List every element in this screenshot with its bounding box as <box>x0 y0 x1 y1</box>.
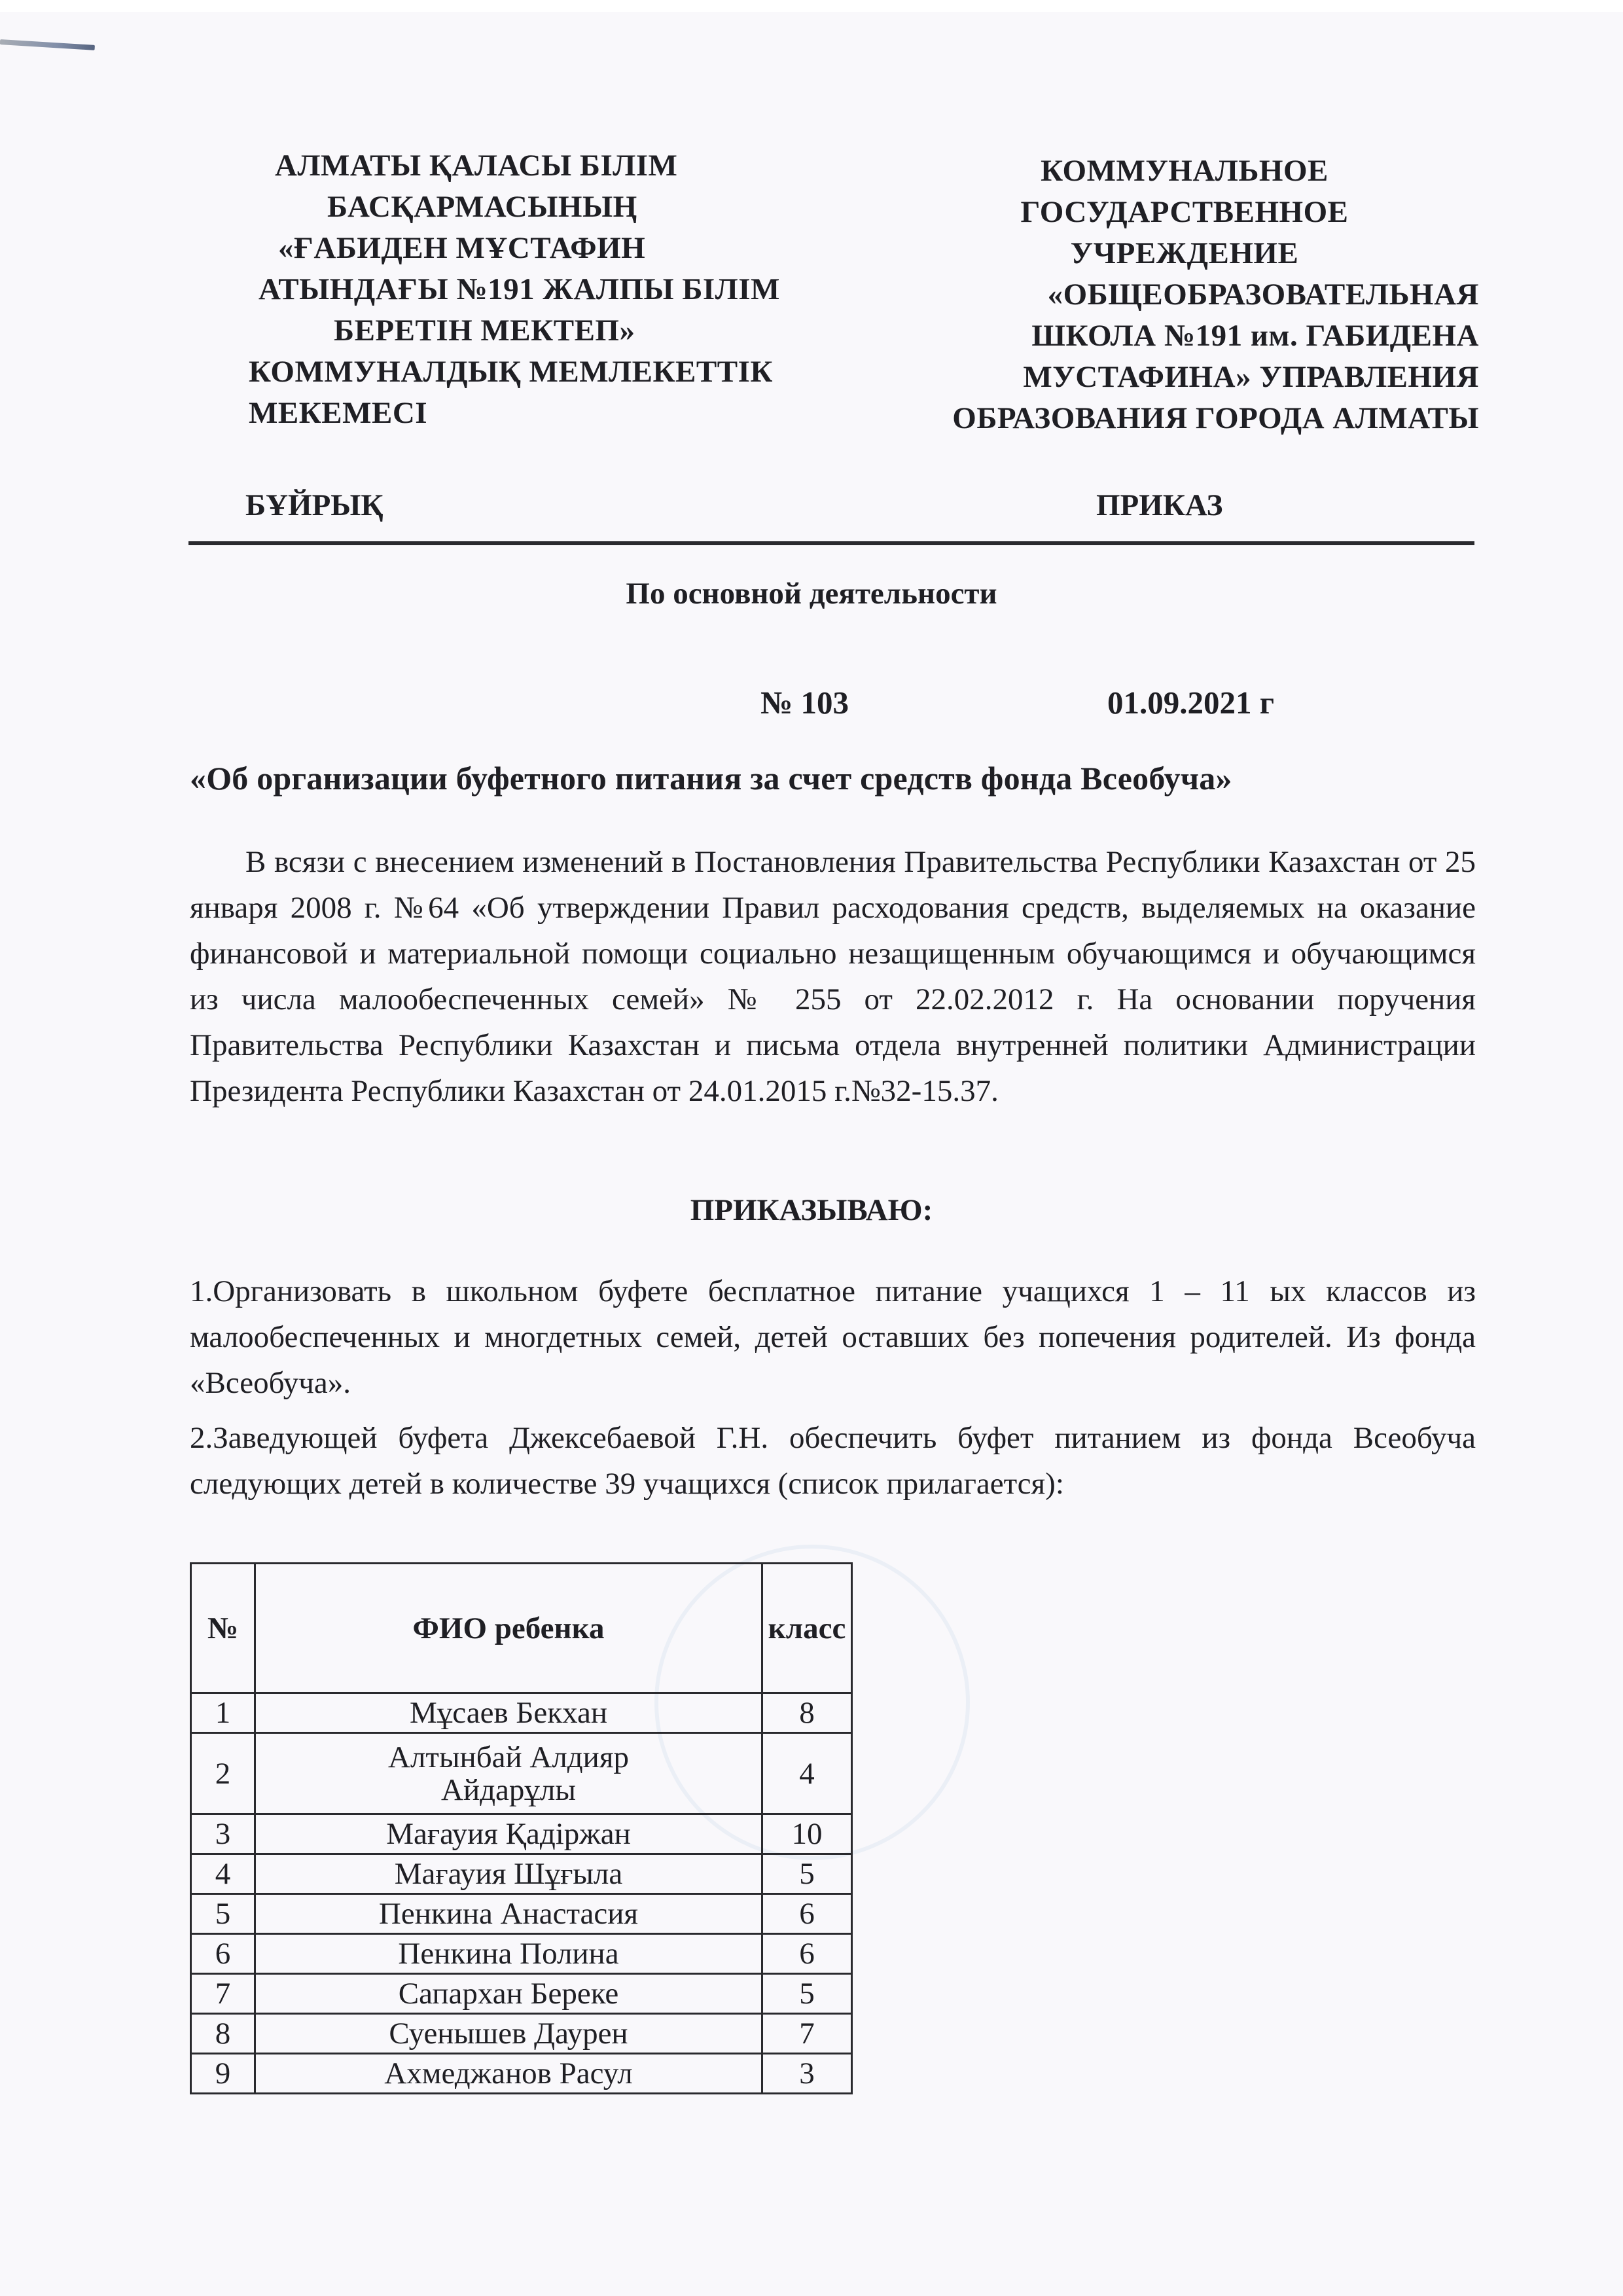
ordering-heading: ПРИКАЗЫВАЮ: <box>690 1193 933 1227</box>
table-row <box>191 1733 852 1814</box>
student-class: 7 <box>762 2014 852 2054</box>
row-number: 4 <box>191 1854 255 1894</box>
order-title: «Об организации буфетного питания за счет средств фонда Всеобуча» <box>190 760 1232 797</box>
row-number: 6 <box>191 1934 255 1974</box>
ru-org-line: ШКОЛА №191 им. ГАБИДЕНА <box>1031 319 1479 353</box>
kz-org-line: МЕКЕМЕСІ <box>249 396 428 430</box>
student-name: Пенкина Полина <box>255 1934 762 1974</box>
ru-org-line: КОММУНАЛЬНОЕ <box>1041 154 1329 188</box>
row-number: 9 <box>191 2054 255 2094</box>
table-row <box>191 1934 852 1974</box>
ru-org-line: УЧРЕЖДЕНИЕ <box>1070 236 1299 270</box>
row-number: 7 <box>191 1974 255 2014</box>
kz-org-line: БАСҚАРМАСЫНЫҢ <box>327 190 637 224</box>
kz-org-line: АТЫНДАҒЫ №191 ЖАЛПЫ БІЛІМ <box>259 272 780 306</box>
student-class: 8 <box>762 1693 852 1733</box>
student-name: Мұсаев Бекхан <box>255 1693 762 1733</box>
activity-heading: По основной деятельности <box>626 577 997 611</box>
student-name: Ахмеджанов Расул <box>255 2054 762 2094</box>
row-number: 8 <box>191 2014 255 2054</box>
student-class: 5 <box>762 1974 852 2014</box>
table-row <box>191 1854 852 1894</box>
column-header-number: № <box>191 1564 255 1693</box>
ru-org-line: ОБРАЗОВАНИЯ ГОРОДА АЛМАТЫ <box>952 401 1479 435</box>
table-row <box>191 1693 852 1733</box>
order-item-1: 1.Организовать в школьном буфете бесплатное питание учащихся 1 – 11 ых классов из малообеспеченных и многдетных семей, детей оставших без попечения родителей. Из фонда «Всеобуча». <box>190 1274 1476 1400</box>
order-item-2: 2.Заведующей буфета Джексебаевой Г.Н. обеспечить буфет питанием из фонда Всеобуча следующих детей в количестве 39 учащихся (список прилагается): <box>190 1421 1476 1501</box>
student-class: 3 <box>762 2054 852 2094</box>
preamble-paragraph: В всязи с внесением изменений в Постановления Правительства Республики Казахстан от 25 января 2008 г. №64 «Об утверждении Правил расходования средств, выделяемых на оказание финансовой и материальной помощи социально незащищенным обучающимся и обучающимся из числа малообеспеченных семей» № 255 от 22.02.2012 г. На основании поручения Правительства Республики Казахстан и письма отдела внутренней политики Администрации Президента Республики Казахстан от 24.01.2015 г.№32-15.37. <box>190 845 1476 1108</box>
ru-org-line: МУСТАФИНА» УПРАВЛЕНИЯ <box>1023 360 1479 394</box>
table-row <box>191 1894 852 1934</box>
student-name: Пенкина Анастасия <box>255 1894 762 1934</box>
table-row <box>191 2054 852 2094</box>
table-row <box>191 2014 852 2054</box>
column-header-class: класс <box>762 1564 852 1693</box>
student-name <box>255 1733 762 1814</box>
kz-org-line: КОММУНАЛДЫҚ МЕМЛЕКЕТТІК <box>249 355 773 389</box>
header-divider <box>188 541 1474 545</box>
column-header-name: ФИО ребенка <box>255 1564 762 1693</box>
kz-document-type: БҰЙРЫҚ <box>245 488 383 522</box>
row-number: 1 <box>191 1693 255 1733</box>
student-name: Суенышев Даурен <box>255 2014 762 2054</box>
student-name: Сапархан Береке <box>255 1974 762 2014</box>
student-class: 5 <box>762 1854 852 1894</box>
kz-organization-header <box>249 145 825 434</box>
order-number: № 103 <box>760 685 849 721</box>
ru-org-line: «ОБЩЕОБРАЗОВАТЕЛЬНАЯ <box>1047 278 1479 312</box>
table-row <box>191 1974 852 2014</box>
student-name: Мағауия Шұғыла <box>255 1854 762 1894</box>
table-header-row <box>191 1564 852 1693</box>
table-row <box>191 1814 852 1854</box>
kz-org-line: «ҒАБИДЕН МҰСТАФИН <box>278 231 646 265</box>
student-class: 10 <box>762 1814 852 1854</box>
ru-document-type: ПРИКАЗ <box>1096 488 1223 522</box>
student-class: 4 <box>762 1733 852 1814</box>
students-table <box>190 1562 853 2094</box>
student-class: 6 <box>762 1894 852 1934</box>
order-date: 01.09.2021 г <box>1107 685 1275 721</box>
student-class: 6 <box>762 1934 852 1974</box>
kz-org-line: АЛМАТЫ ҚАЛАСЫ БІЛІМ <box>275 149 678 183</box>
student-name-text: Алтынбай Алдияр Айдарұлы <box>388 1740 629 1807</box>
ru-org-line: ГОСУДАРСТВЕННОЕ <box>1020 195 1349 229</box>
ru-organization-header <box>890 151 1479 439</box>
row-number: 2 <box>191 1733 255 1814</box>
student-name: Мағауия Қадіржан <box>255 1814 762 1854</box>
kz-org-line: БЕРЕТІН МЕКТЕП» <box>334 314 635 348</box>
row-number: 5 <box>191 1894 255 1934</box>
row-number: 3 <box>191 1814 255 1854</box>
